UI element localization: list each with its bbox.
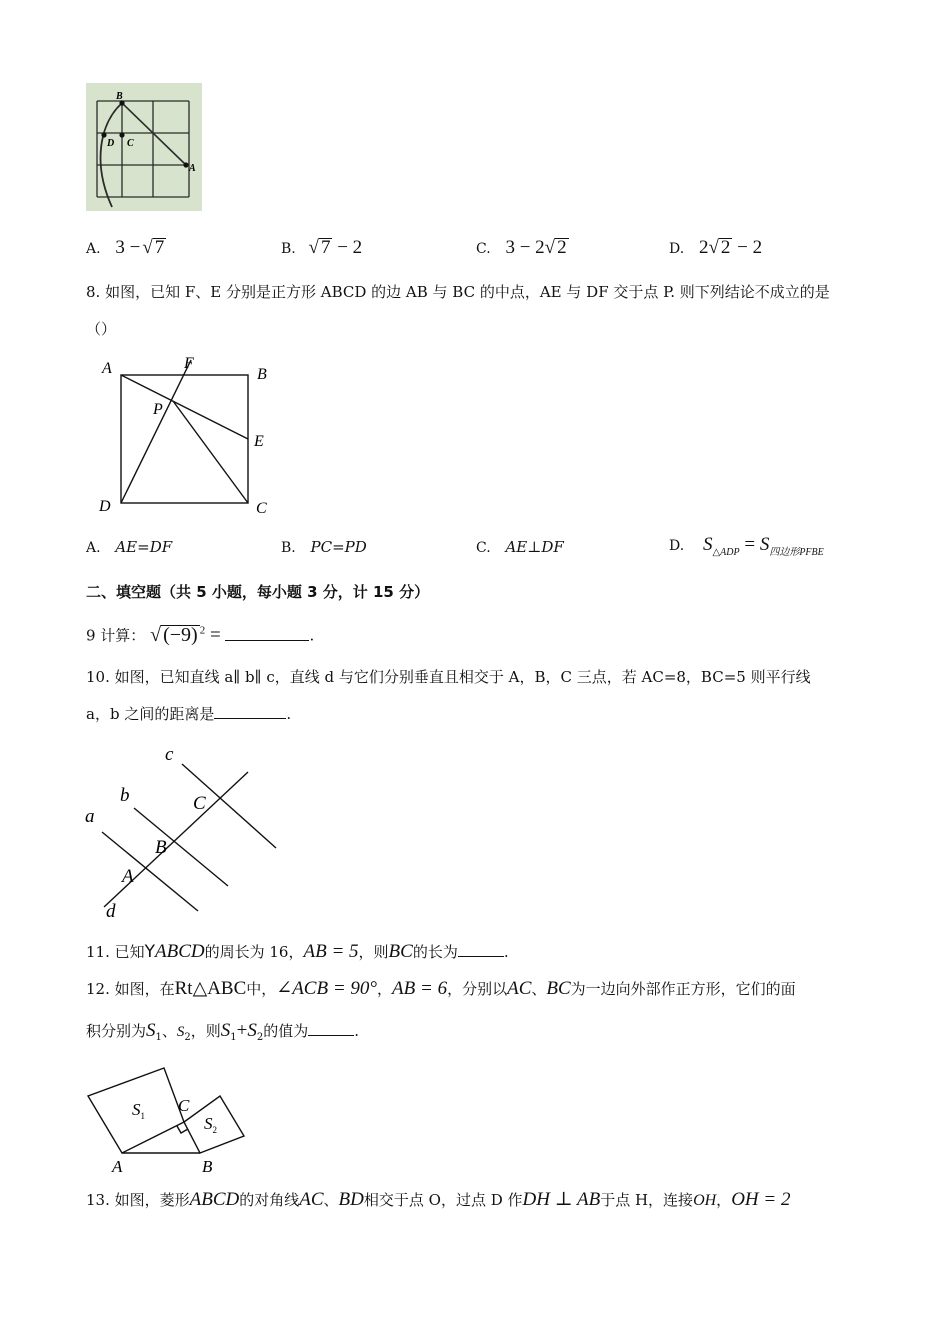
q8-label-b: B [257, 366, 267, 383]
q13: 13. 如图，菱形ABCD的对角线AC、BD相交于点 O，过点 D 作DH ⊥ AB于点 H，连接OH，OH = 2 [86, 1189, 791, 1210]
q9-prefix: 9 计算： [86, 626, 146, 645]
q12-line2: 积分别为$S_1$、$S_2$，则$S_1+S_2$的值为 . [86, 1020, 360, 1043]
q10-label-a: a [85, 806, 95, 827]
q8-option-a [86, 537, 172, 558]
q7-option-d-letter: D. [669, 241, 685, 257]
section2-title: 二、填空题（共 5 小题，每小题 3 分，计 15 分） [86, 583, 430, 601]
q12-line1: 12. 如图，在Rt△ABC中，∠ACB = 90°，AB = 6，分别以AC、BC为一边向外部作正方形，它们的面 [86, 978, 796, 999]
q8-option-d-expr: $S_{\triangle ADP} = S_{四边形PFBE}$ [702, 534, 824, 558]
q10-label-B: B [155, 837, 167, 858]
q7-label-a: A [189, 163, 196, 174]
q8-option-c-letter: C. [476, 540, 491, 556]
q8-option-b-text: PC=PD [310, 538, 367, 556]
q7-option-c-expr: 3 − 2√ 2 [505, 237, 567, 258]
q10-label-d: d [106, 901, 116, 920]
q7-option-b [281, 238, 362, 259]
q11-answer-blank[interactable] [458, 942, 504, 957]
q10-label-c: c [165, 744, 174, 765]
q7-option-a [86, 238, 166, 259]
q7-option-b-letter: B. [281, 241, 296, 257]
q9-expr: √ (−9) $^2$ [150, 623, 206, 646]
q7-figure [86, 83, 202, 211]
q8-option-a-text: AE=DF [115, 538, 173, 556]
q8-label-a: A [102, 360, 112, 377]
q8-option-d [669, 535, 824, 563]
q7-option-c [476, 238, 569, 259]
q10-label-b: b [120, 785, 130, 806]
q8-option-c [476, 537, 564, 558]
q7-label-b: B [116, 91, 123, 102]
q12-label-b: B [202, 1157, 213, 1176]
q8-label-e: E [254, 433, 264, 450]
q12-answer-blank[interactable] [308, 1021, 354, 1036]
q11: 11. 已知YABCD的周长为 16，AB = 5，则BC的长为 . [86, 941, 509, 962]
q10-label-A: A [122, 866, 134, 887]
q7-option-c-letter: C. [476, 241, 491, 257]
q8-label-c: C [256, 500, 267, 517]
q10-line1: 10. 如图，已知直线 a∥ b∥ c，直线 d 与它们分别垂直且相交于 A，B，C 三点，若 AC=8，BC=5 则平行线 [86, 668, 811, 686]
q9: 9 计算： √ (−9) $^2$ = . [86, 623, 315, 646]
q7-option-a-letter: A. [86, 241, 101, 257]
q7-label-c: C [127, 138, 134, 149]
q12-label-a: A [112, 1157, 123, 1176]
q10-label-C: C [193, 793, 206, 814]
q9-equals: = [209, 624, 221, 646]
q7-option-d [669, 238, 762, 259]
q10-figure [80, 740, 290, 920]
q8-stem: 8. 如图，已知 F、E 分别是正方形 ABCD 的边 AB 与 BC 的中点，AE 与 DF 交于点 P. 则下列结论不成立的是 [86, 283, 830, 301]
q7-label-d: D [107, 138, 115, 149]
q12-label-c: C [178, 1096, 190, 1115]
q8-label-p: P [153, 401, 163, 418]
q10-line2: a，b 之间的距离是 . [86, 705, 292, 723]
q8-option-b [281, 537, 367, 558]
q8-option-b-letter: B. [281, 540, 296, 556]
q12-label-s1: $S_1$ [132, 1100, 145, 1121]
q8-label-d: D [99, 498, 111, 515]
q8-figure [94, 350, 284, 520]
q7-option-d-expr: 2√ 2 − 2 [698, 237, 763, 258]
q9-answer-blank[interactable] [225, 626, 309, 641]
q8-paren: （） [86, 320, 117, 338]
q7-option-a-expr: 3 − √ 7 [115, 237, 165, 258]
q7-option-b-expr: √ 7 − 2 [308, 237, 363, 258]
q8-option-d-letter: D. [669, 538, 685, 554]
q8-option-c-text: AE⊥DF [505, 538, 564, 556]
q8-option-a-letter: A. [86, 540, 101, 556]
q12-label-s2: $S_2$ [204, 1114, 217, 1135]
parallelogram-icon: Y [144, 942, 156, 962]
q8-label-f: F [184, 355, 194, 372]
q10-answer-blank[interactable] [214, 704, 286, 719]
q12-figure [80, 1056, 260, 1180]
